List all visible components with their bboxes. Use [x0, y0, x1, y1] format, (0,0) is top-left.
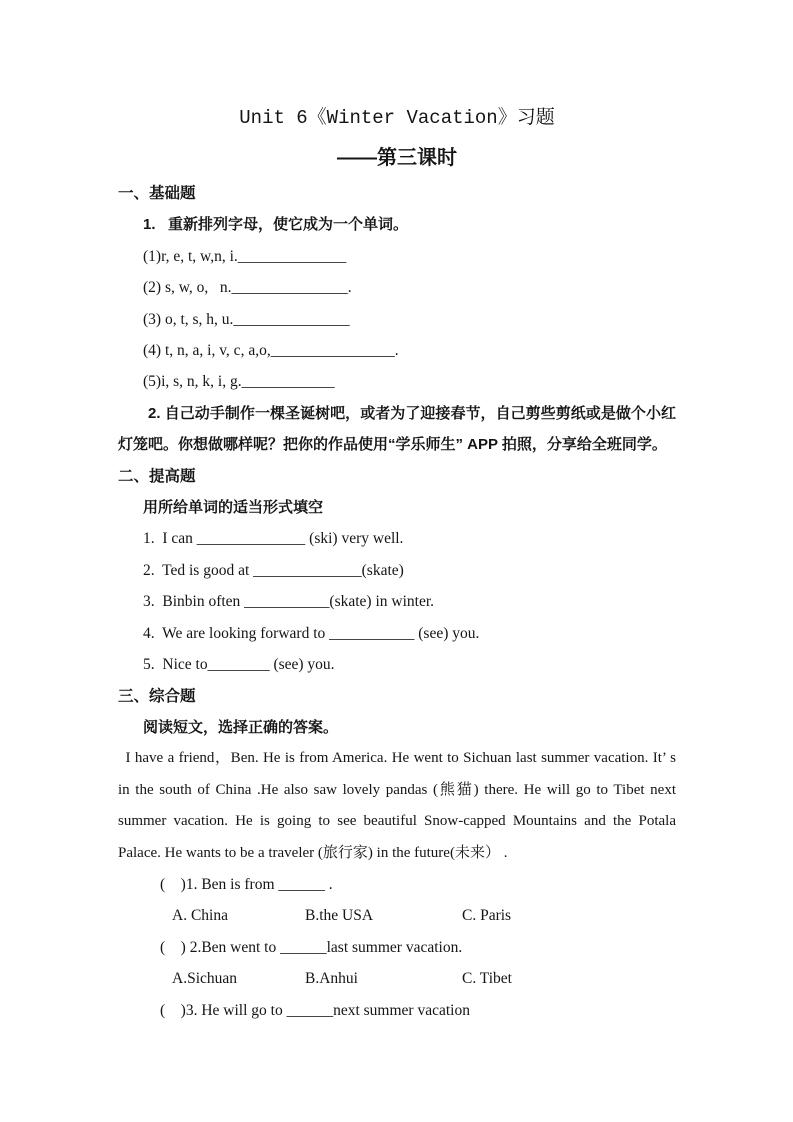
advanced-item-4: 4. We are looking forward to ___________ (see) you.: [143, 624, 480, 642]
page-title: Unit 6《Winter Vacation》习题: [239, 107, 555, 129]
advanced-item-5: 5. Nice to________ (see) you.: [143, 656, 335, 674]
section-advanced-heading: 二、提高题: [118, 467, 196, 485]
advanced-item-1: 1. I can ______________ (ski) very well.: [143, 530, 404, 548]
basic-q1-item-1: (1)r, e, t, w,n, i.______________: [143, 247, 347, 265]
question-2-options: [118, 963, 676, 994]
page-subtitle: ——第三课时: [337, 147, 457, 169]
question-1-option-b: B.the USA: [305, 907, 374, 925]
question-2-option-b: B.Anhui: [305, 970, 358, 988]
basic-q1-item-2: (2) s, w, o, n._______________.: [143, 279, 352, 297]
section-comprehensive-heading: 三、综合题: [118, 687, 196, 705]
question-2-option-a: A.Sichuan: [172, 970, 238, 988]
basic-q1-item-3: (3) o, t, s, h, u._______________: [143, 310, 350, 328]
reading-instruction: 阅读短文，选择正确的答案。: [143, 718, 339, 736]
question-1-option-a: A. China: [172, 907, 228, 925]
question-1-option-c: C. Paris: [462, 907, 512, 925]
advanced-item-3: 3. Binbin often ___________(skate) in winter.: [143, 593, 435, 611]
reading-passage: I have a friend，Ben. He is from America. He went to Sichuan last summer vacation. It’ s in the south of China .He also saw lovely pandas (熊猫) there. He will go to Tibet next summer vacation. He is going to see beautiful Snow-capped Mountains and the Potala Palace. He wants to be a traveler (旅行家) in the future(未来） .: [118, 750, 676, 861]
question-3-stem: ( )3. He will go to ______next summer vacation: [160, 1001, 470, 1019]
basic-q2-text: 2. 自己动手制作一棵圣诞树吧，或者为了迎接春节，自己剪些剪纸或是做个小红灯笼吧。你想做哪样呢？把你的作品使用“学乐师生” APP 拍照，分享给全班同学。: [118, 404, 676, 454]
question-1-options: [118, 900, 676, 931]
basic-q1-item-5: (5)i, s, n, k, i, g.____________: [143, 373, 335, 391]
section-basic-heading: 一、基础题: [118, 185, 196, 202]
advanced-instruction: 用所给单词的适当形式填空: [143, 499, 324, 517]
question-2-option-c: C. Tibet: [462, 970, 512, 988]
basic-q1-item-4: (4) t, n, a, i, v, c, a,o,________________.: [143, 342, 399, 360]
advanced-item-2: 2. Ted is good at ______________(skate): [143, 561, 404, 579]
question-2-stem: ( ) 2.Ben went to ______last summer vacation.: [160, 938, 463, 956]
question-1-stem: ( )1. Ben is from ______ .: [160, 875, 333, 893]
basic-q1-prompt: 1. 重新排列字母，使它成为一个单词。: [143, 216, 409, 234]
